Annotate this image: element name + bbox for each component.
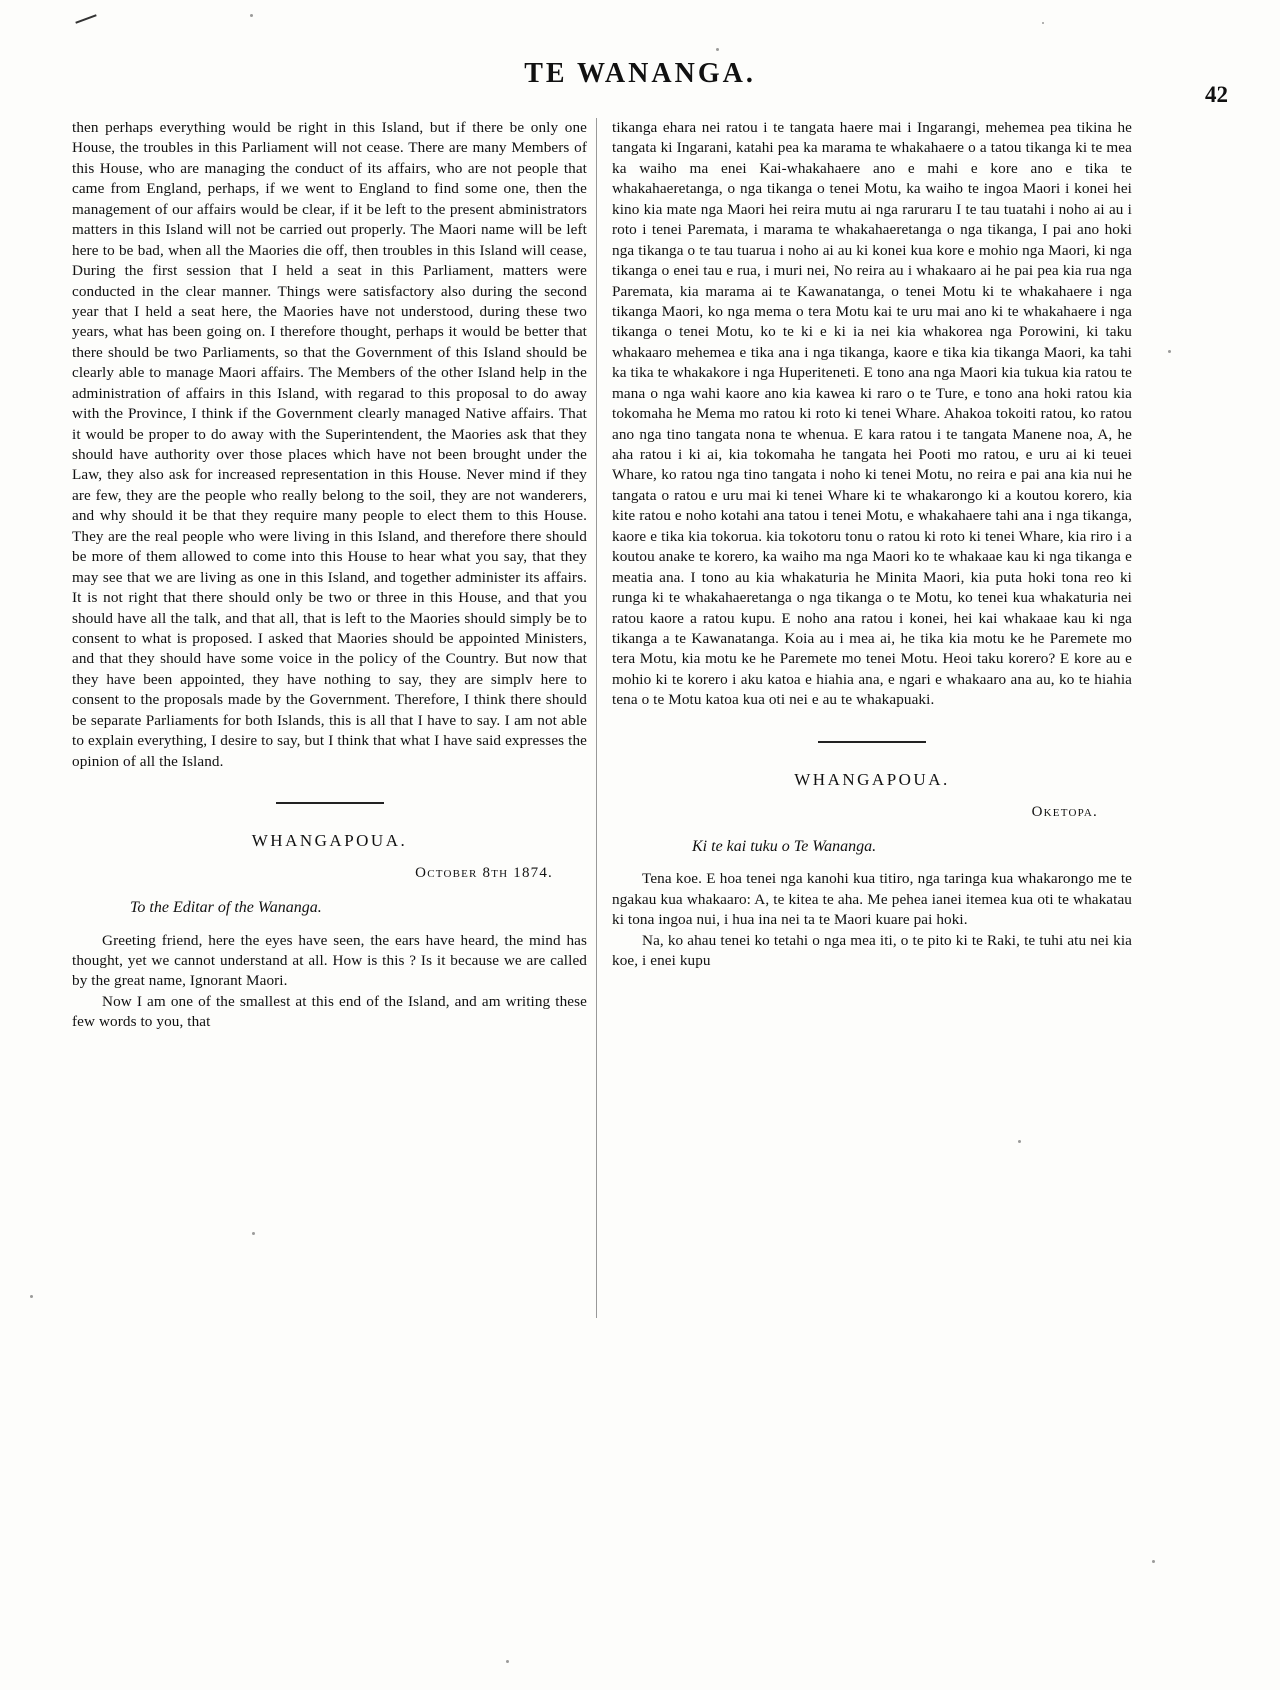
letter-paragraph: Greeting friend, here the eyes have seen, the ears have heard, the mind has thought, yet we cannot understand at all. How is this ? Is it because we are called by the great name, Ignorant Maori. (72, 931, 587, 990)
column-divider (596, 118, 597, 1318)
letter-paragraph: Na, ko ahau tenei ko tetahi o nga mea iti, o te pito ki te Raki, te tuhi atu nei kia koe, i enei kupu (612, 931, 1132, 969)
letter-addressee-right: Ki te kai tuku o Te Wananga. (692, 837, 877, 855)
scan-speck (252, 1232, 255, 1235)
page-title: TE WANANGA. (524, 58, 756, 89)
scan-speck (716, 48, 719, 51)
scan-speck (1042, 22, 1044, 24)
scan-speck (1152, 1560, 1155, 1563)
letter-dateline-right: Oketopa. (1031, 803, 1098, 820)
letter-heading-left: WHANGAPOUA. (251, 831, 408, 850)
scan-speck (250, 14, 253, 17)
section-rule (818, 741, 926, 743)
speech-text-right: tikanga ehara nei ratou i te tangata haere mai i Ingarangi, mehemea pea tikina he tangata ki Ingarani, katahi pea ka marama te whakahaere o a tatou tikanga ki te mea ka waiho ma enei Kai-whakahaere ano e mahi e kore ano e tika te whakahaeretanga, o nga tikanga o tenei Motu, ka waiho te ingoa Maori i konei hei kino kia mate nga Maori hei reira mutu ai nga raruraru I te tau tuatahi i noho ai au i roto i tenei Paremata, i marama te whakahaeretanga o nga tikanga, I pai ano hoki nga tikanga o te tau tuarua i noho ai au ki konei kua kore e mohio nga Maori, ki nga tikanga o enei tau e rua, i muri nei, No reira au i whakaaro ai he pai pea kia rua nga Paremata, kia marama ai te Kawanatanga, o tenei Motu ki te whakahaere i nga tikanga Maori, ko nga mema o tera Motu kai te uru mai ano ki te whakahaere i nga tikanga o tenei Motu, ko te ki e ki ia nei kia whakorea nga Porowini, ki taku whakaaro mehemea e tika ana i nga tikanga, kaore e tika kia tikanga Maori, ka tahi ka tika te whakakore i nga Huperiteneti. E tono ana nga Maori kia tukua kia ratou te mana o nga wahi kaore ano kia kawea ki raro o te Ture, e tono ana hoki ratou kia tokomaha he Mema mo ratou ki roto ki tenei Whare. Ahakoa tokoiti ratou, ko ratou ano nga tino tangata nona te whenua. E kara ratou i te tangata Manene noa, A, he aha ratou i ki ai, kia tokomaha he tangata hei Pooti mo ratou, e uru ai ki teuei Whare, ko ratou nga tino tangata i noho ki tenei Motu, no reira e pai ana kia nui he tangata o ratou e uru mai ki tenei Whare ki te whakarongo ki a koutou korero, kia kite ratou e noho kotahi ana tatou i tenei Motu, e whakahaere tahi ana i nga tikanga, kaore e tika kia tokorua. kia tokotoru tonu o ratou ki roto ki tenei Whare, kia riro i a koutou anake te korero, ka waiho ma nga Maori ko te whakaae kau ki nga tikanga e meatia ana. I tono au kia whakaturia he Minita Maori, kia puta hoki tona reo ki runga ki te whakahaeretanga o nga tikanga o te Motu, ko tenei kua whakaturia nei ratou kaore a ratou kupu. E noho ana ratou i konei, hei kai whakaae kau ki nga tikanga a te Kawanatanga. Koia au i mea ai, he tika kia motu ke he Paremete mo tera Motu, kia motu ke he Paremete mo tenei Motu. Heoi taku korero? E kore au e mohio ki te korero i aku katoa e hiahia ana, e ngari e whakaaro ana au, ko te hiahia tena o te Motu katoa kua oti nei e au te whakapuaki. (612, 119, 1132, 709)
letter-addressee-left: To the Editar of the Wananga. (130, 899, 322, 917)
right-column (612, 118, 1132, 971)
scan-speck (30, 1295, 33, 1298)
scan-speck (1168, 350, 1171, 353)
letter-dateline-left: October 8th 1874. (415, 864, 553, 881)
letter-paragraph: Now I am one of the smallest at this end of the Island, and am writing these few words to you, that (72, 992, 587, 1031)
scan-artifact-mark (75, 14, 96, 23)
scan-speck (1018, 1140, 1021, 1143)
letter-heading-right: WHANGAPOUA. (794, 769, 950, 789)
speech-text-left: then perhaps everything would be right in this Island, but if there be only one House, the troubles in this Parliament will not cease. There are many Members of this House, who are managing the conduct of its affairs, who are not people that came from England, perhaps, if we went to England to find some one, then the management of our affairs would be clear, if it be left to the present abministrators matters in this Island will not be carried out properly. The Maori name will be left here to be bad, when all the Maories die off, then troubles in this Island will cease, During the first session that I held a seat in this Parliament, matters were conducted in the clear manner. Things were satisfactory also during the second year that I held a seat here, the Maories have not understood, during these two years, what has been going on. I therefore thought, perhaps it would be better that there should be two Parliaments, so that the Government of this Island should be clearly able to manage Maori affairs. The Members of the other Island help in the administration of affairs in this Island, with regarad to this proposal to do away with the Province, I think if the Government clearly managed Native affairs. That it would be proper to do away with the Superintendent, the Maories ask that they should have authority over those places which have not been brought under the Law, they also ask for increased representation in this House. Never mind if they are few, they are the people who really belong to the soil, they are not wanderers, and why should it be that they require many people to elect them to this House. They are the real people who were living in this Island, and therefore there should be more of them allowed to come into this House to hear what you say, that they may see that we are living as one in this Island, and together administer its affairs. It is not right that there should only be two or three in this House, and that you should have all the talk, and that all, that is left to the Maories should simply be to consent to what is proposed. I asked that Maories should be appointed Ministers, and that they should have some voice in the policy of the Country. But now that they have been appointed, they have nothing to say, they are simplv here to consent to the proposals made by the Government. Therefore, I think there should be separate Parliaments for both Islands, this is all that I have to say. I am not able to explain everything, I desire to say, but I think that what I have said expresses the opinion of all the Island. (72, 119, 587, 770)
scan-speck (506, 1660, 509, 1663)
page-number: 42 (1205, 82, 1228, 107)
section-rule (276, 802, 384, 804)
left-column (72, 118, 587, 1033)
letter-paragraph: Tena koe. E hoa tenei nga kanohi kua titiro, nga taringa kua whakarongo me te ngakau kua whakaaro: A, te kitea te aha. Me pehea ianei itemea kua oti te whakatau ki tona ingoa nui, i hua ina nei ta te Maori kuare pai hoki. (612, 870, 1132, 929)
